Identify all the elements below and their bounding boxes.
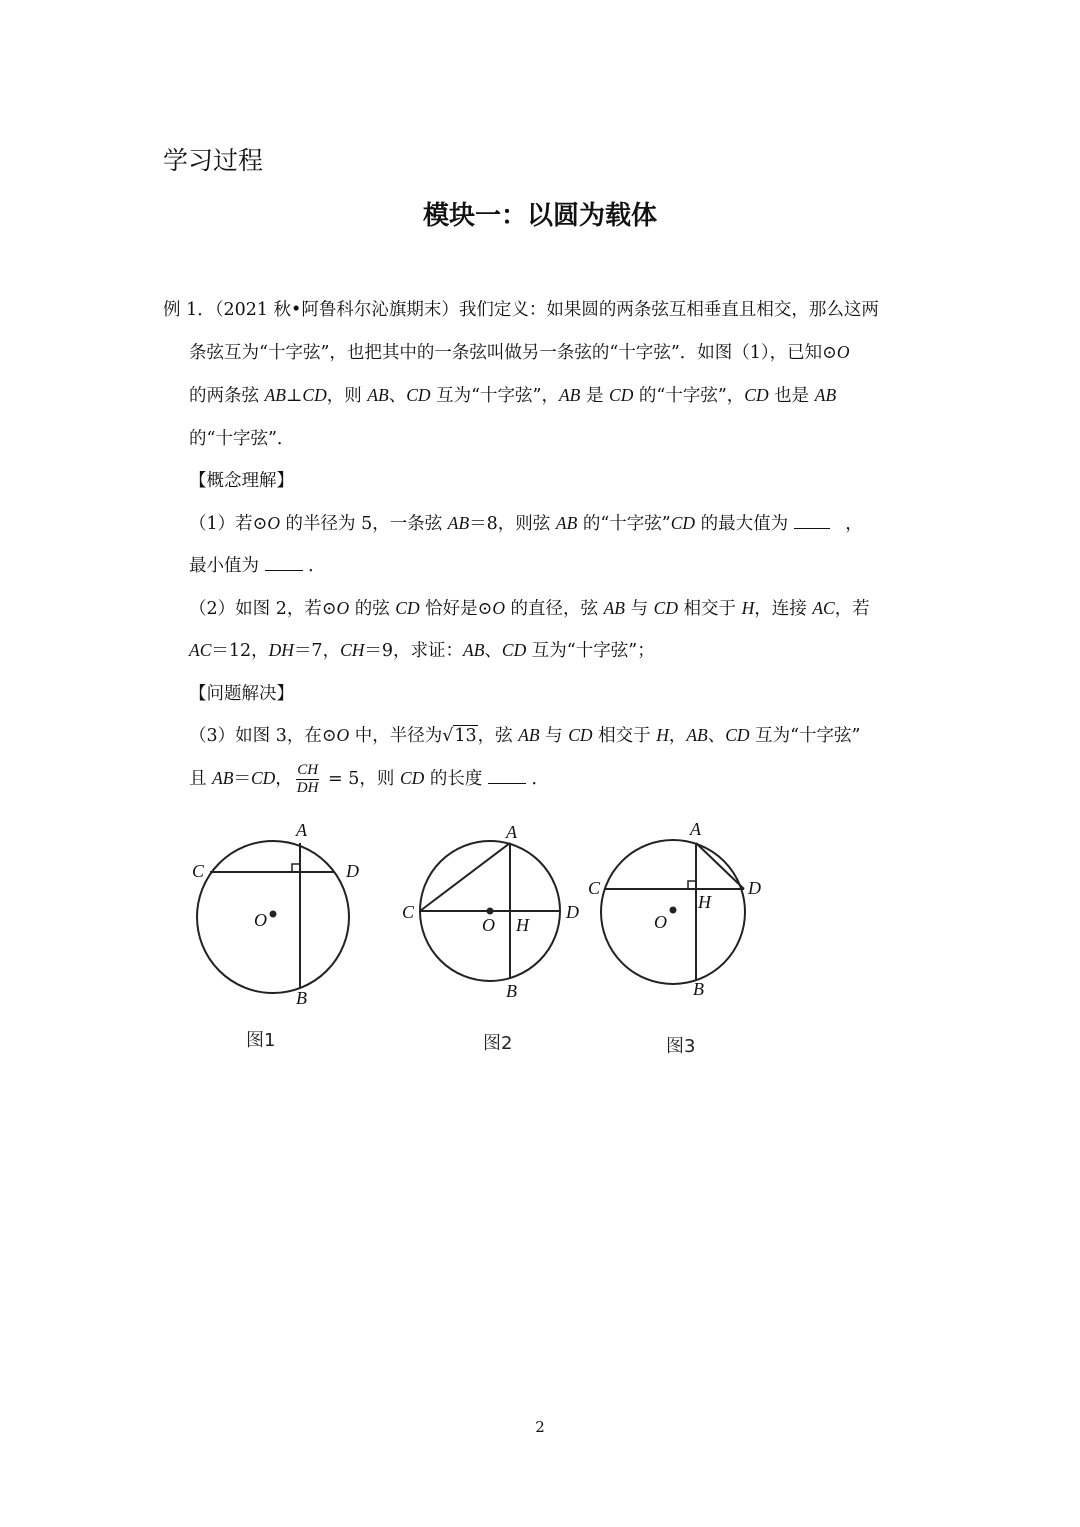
figure-2-label-a: A [506,822,517,842]
solve-heading: 【问题解决】 [189,684,294,704]
figure-2 [420,841,560,981]
page-number: 2 [535,1418,545,1436]
figure-1-center [271,912,276,917]
figure-3-center [671,908,676,913]
figure-3-label-a: A [690,819,701,839]
figure-3-right-angle-mark [688,881,696,889]
figure-2-label-h: H [516,915,529,935]
figure-1-label-a: A [296,820,307,840]
figure-1-label-c: C [192,861,205,881]
figure-1-label-b: B [296,988,307,1008]
figure-3-label-b: B [693,979,704,999]
example-line-1: 例 1．（2021 秋•阿鲁科尔沁旗期末）我们定义：如果圆的两条弦互相垂直且相交，那么这两 [163,300,879,320]
figure-2-caption: 图2 [483,1033,513,1054]
question-2-line-2: AC＝12，DH＝7，CH＝9，求证：AB、CD 互为“十字弦”； [189,640,655,661]
example-line-3: 的两条弦 AB⊥CD，则 AB、CD 互为“十字弦”，AB 是 CD 的“十字弦”，CD 也是 AB [189,385,837,406]
answer-blank-max[interactable] [794,514,830,529]
figure-2-label-o: O [482,915,495,935]
figure-2-label-b: B [506,981,517,1001]
figure-3-segment-ad [696,843,744,889]
figure-1-caption: 图1 [246,1030,276,1051]
sqrt-expression: √13 [442,726,477,746]
figure-3 [601,840,745,984]
figure-3-label-o: O [654,912,667,932]
ratio-fraction: $\frac{CH}{DH}$ [296,762,319,796]
question-2-line-1: （2）如图 2，若⊙O 的弦 CD 恰好是⊙O 的直径，弦 AB 与 CD 相交于 H，连接 AC，若 [189,598,870,619]
figure-2-label-d: D [566,902,579,922]
module-title: 模块一：以圆为载体 [422,201,657,231]
question-1-line-2: 最小值为 ． [189,556,326,576]
concept-heading: 【概念理解】 [189,471,294,491]
figure-1-label-d: D [346,861,359,881]
figure-3-caption: 图3 [666,1036,696,1057]
question-3-line-1: （3）如图 3，在⊙O 中，半径为√13，弦 AB 与 CD 相交于 H，AB、CD 互为“十字弦” [189,725,861,746]
figure-1-right-angle-mark [292,864,300,872]
section-title: 学习过程 [163,146,264,175]
figure-3-label-h: H [698,892,711,912]
figure-2-label-c: C [402,902,415,922]
figure-2-segment-ac [420,843,510,911]
figure-2-center [488,909,493,914]
figure-1 [197,841,349,993]
answer-blank-cd[interactable] [488,769,526,784]
question-1-line-1: （1）若⊙O 的半径为 5，一条弦 AB＝8，则弦 AB 的“十字弦”CD 的最大值为 ， [189,513,863,534]
figure-3-label-c: C [588,878,601,898]
question-3-line-2: 且 AB＝CD， $\frac{CH}{DH}$ = 5，则 CD 的长度 ． [189,762,549,796]
figure-1-label-o: O [254,910,267,930]
example-line-2: 条弦互为“十字弦”，也把其中的一条弦叫做另一条弦的“十字弦”．如图（1），已知⊙O [189,342,850,363]
figures-panel [190,810,770,1060]
example-line-4: 的“十字弦”． [189,429,295,449]
answer-blank-min[interactable] [265,556,303,571]
figure-3-label-d: D [748,878,761,898]
